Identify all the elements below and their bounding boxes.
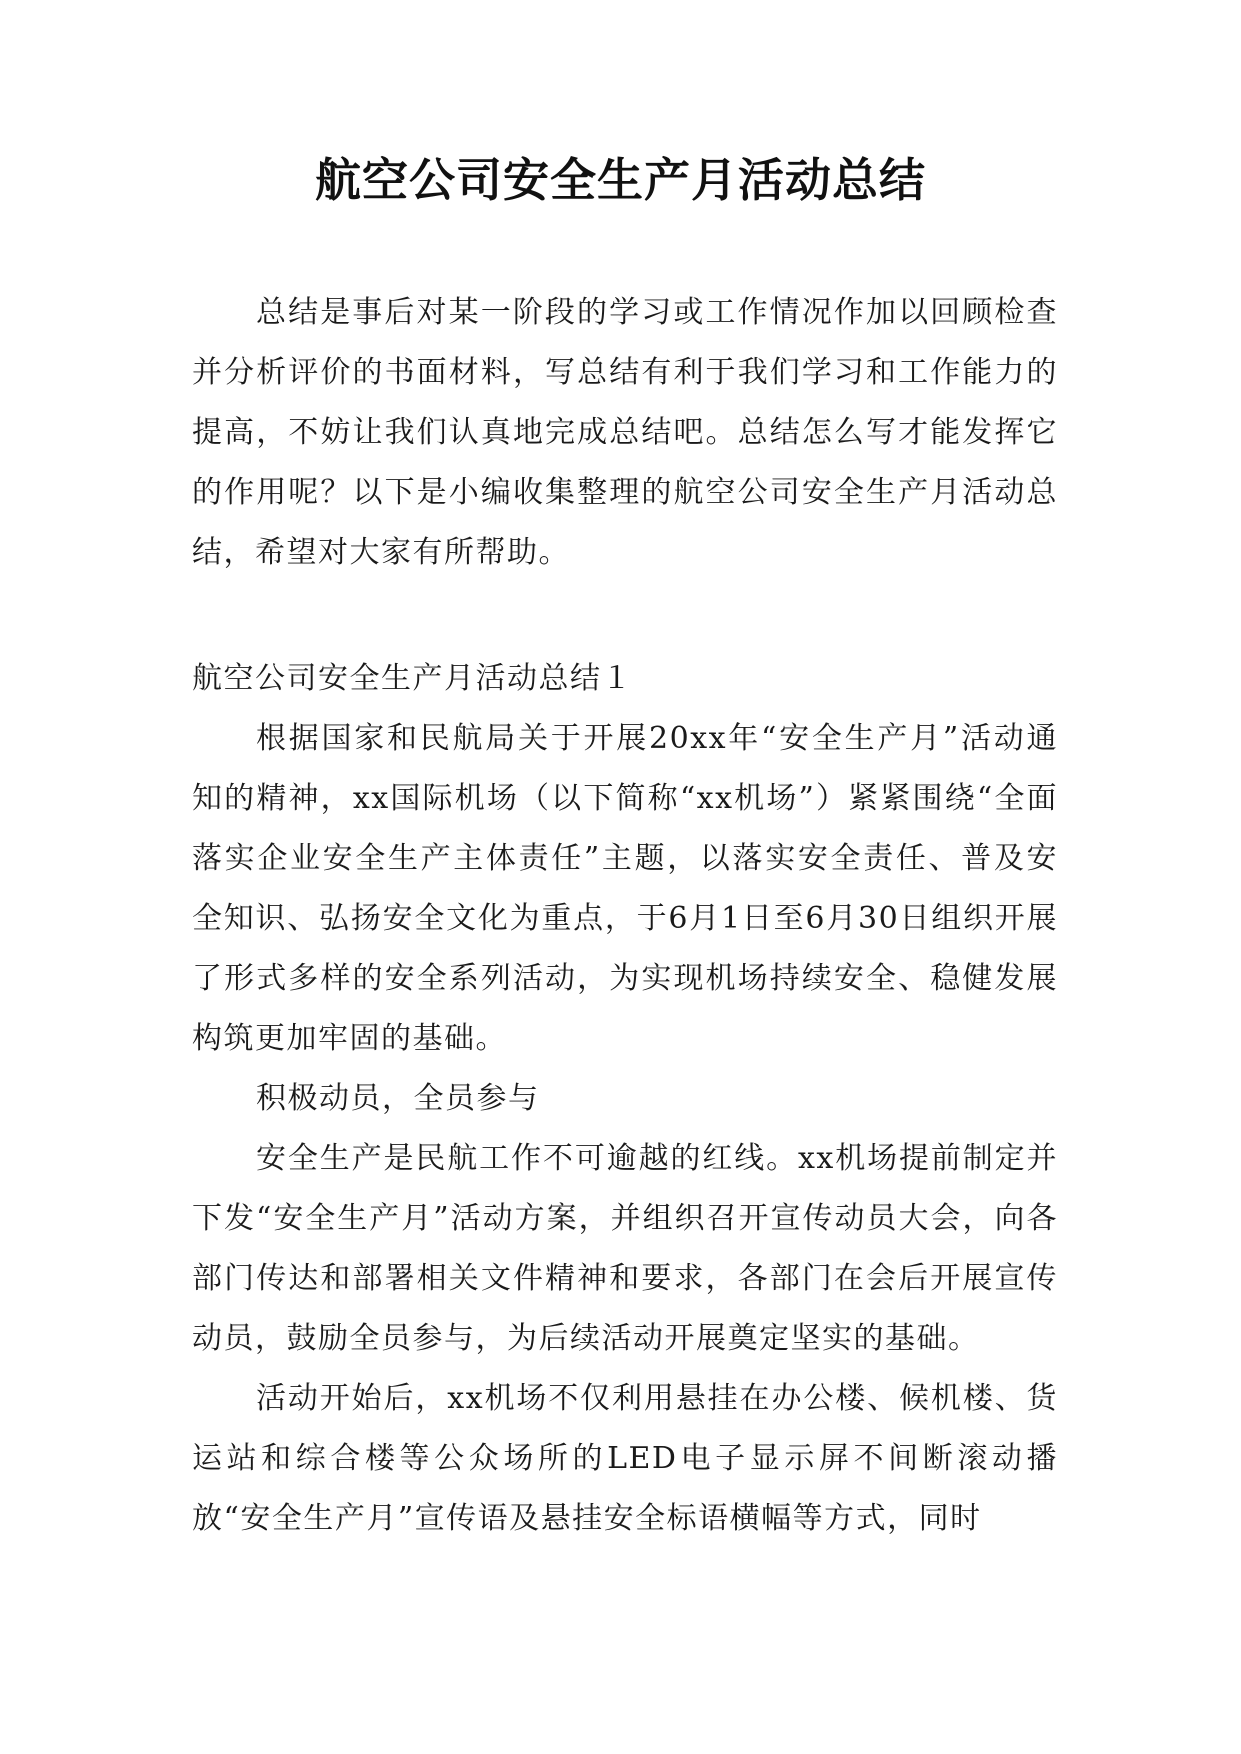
section-heading: 航空公司安全生产月活动总结１ (192, 661, 633, 696)
body-paragraph: 根据国家和民航局关于开展20xx年“安全生产月”活动通知的精神，xx国际机场（以下简称“xx机场”）紧紧围绕“全面落实企业安全生产主体责任”主题，以落实安全责任、普及安全知识、弘扬安全文化为重点，于6月1日至6月30日组织开展了形式多样的安全系列活动，为实现机场持续安全、稳健发展构筑更加牢固的基础。 (192, 721, 1058, 1056)
paragraph-subheading: 积极动员，全员参与 (256, 1081, 540, 1116)
document-title: 航空公司安全生产月活动总结 (315, 153, 926, 207)
document-body (192, 283, 1058, 1549)
body-paragraph: 安全生产是民航工作不可逾越的红线。xx机场提前制定并下发“安全生产月”活动方案，并组织召开宣传动员大会，向各部门传达和部署相关文件精神和要求，各部门在会后开展宣传动员，鼓励全员参与，为后续活动开展奠定坚实的基础。 (192, 1141, 1058, 1356)
body-paragraph: 活动开始后，xx机场不仅利用悬挂在办公楼、候机楼、货运站和综合楼等公众场所的LED电子显示屏不间断滚动播放“安全生产月”宣传语及悬挂安全标语横幅等方式，同时 (192, 1381, 1058, 1536)
intro-paragraph: 总结是事后对某一阶段的学习或工作情况作加以回顾检查并分析评价的书面材料，写总结有利于我们学习和工作能力的提高，不妨让我们认真地完成总结吧。总结怎么写才能发挥它的作用呢？以下是小编收集整理的航空公司安全生产月活动总结，希望对大家有所帮助。 (192, 295, 1058, 570)
